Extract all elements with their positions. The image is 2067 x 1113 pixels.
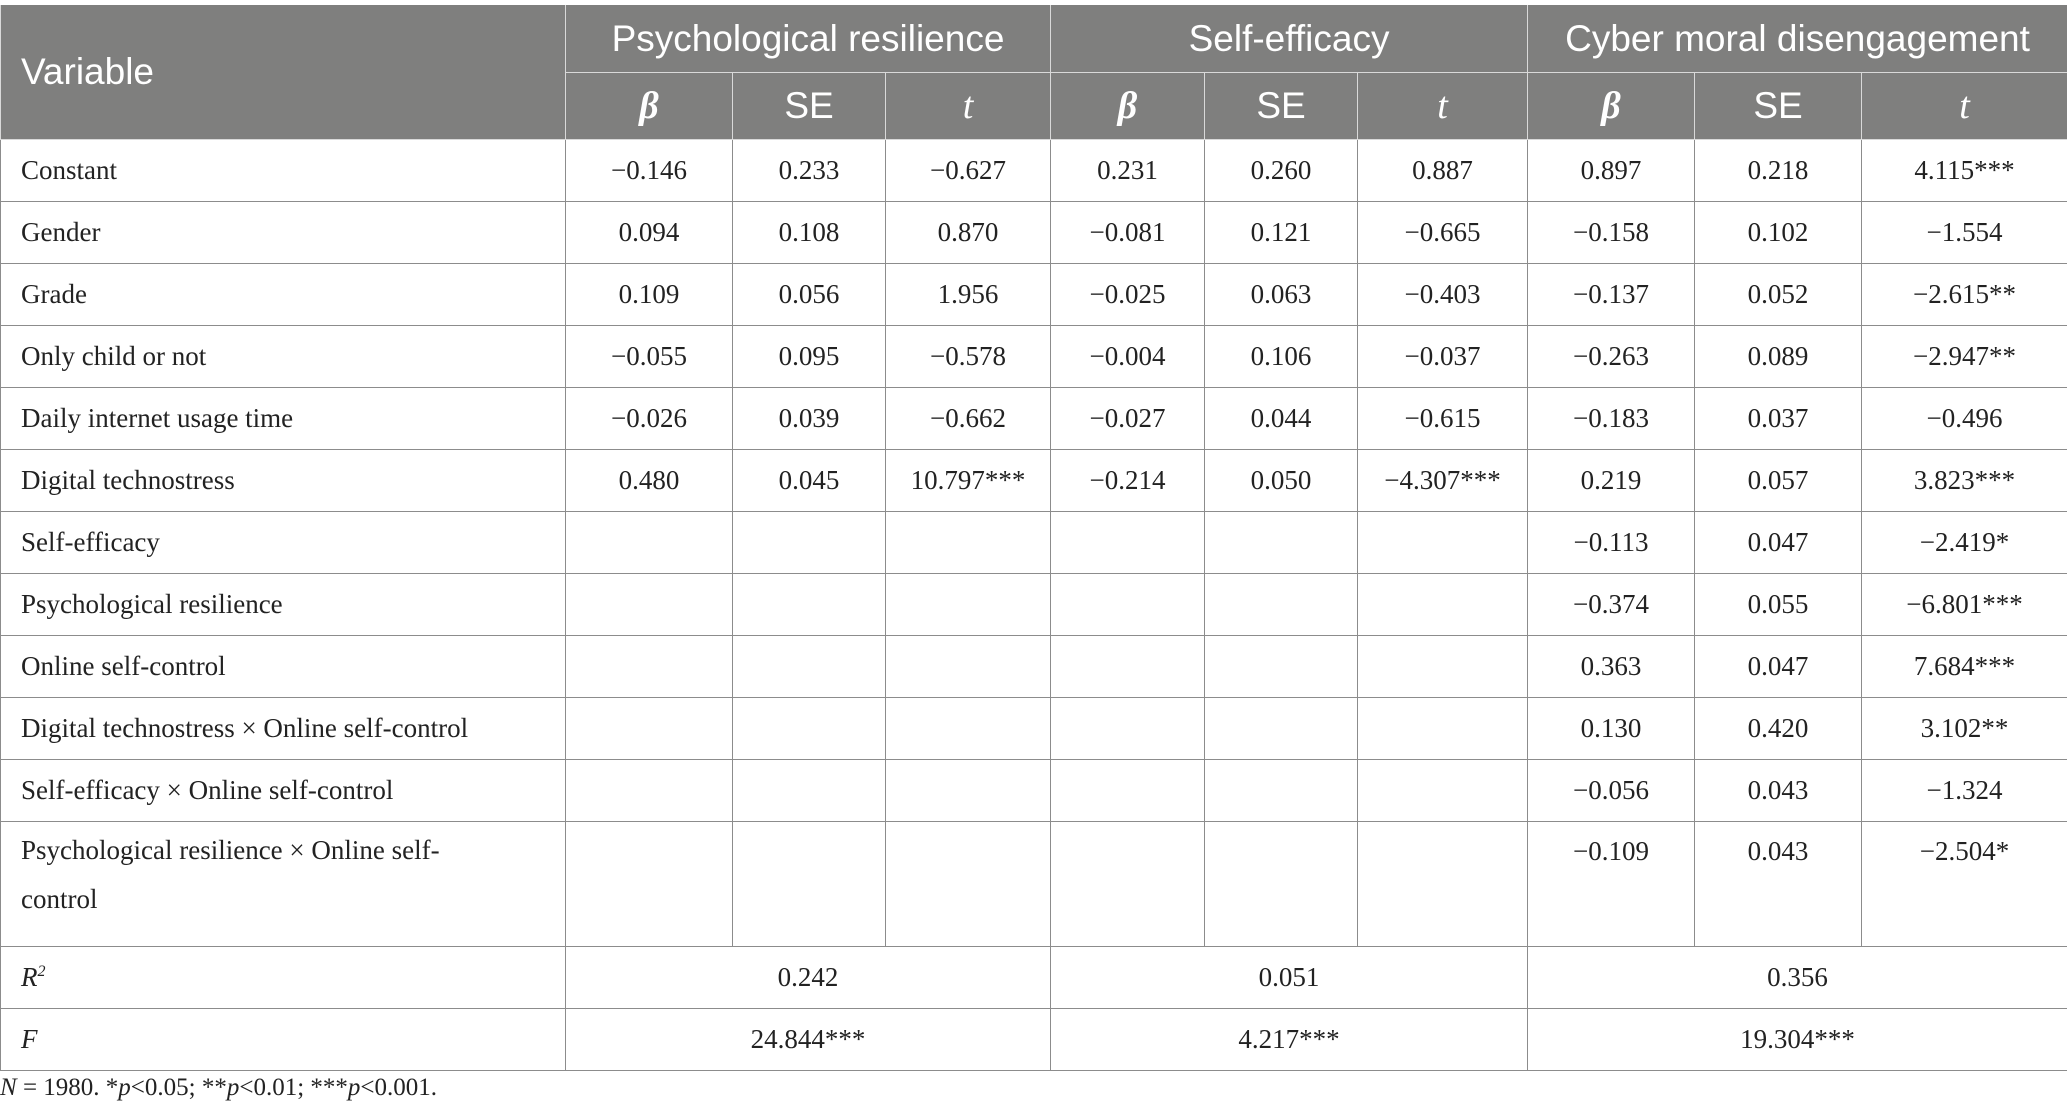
table-cell: −0.109 <box>1528 822 1695 947</box>
table-cell: 0.057 <box>1695 450 1862 512</box>
table-cell <box>1051 512 1205 574</box>
table-cell <box>733 574 886 636</box>
table-row <box>1 636 2067 698</box>
table-cell: 0.095 <box>733 326 886 388</box>
r-squared-psychological-resilience: 0.242 <box>566 947 1051 1009</box>
table-cell: 0.420 <box>1695 698 1862 760</box>
table-cell: −2.419* <box>1862 512 2067 574</box>
table-cell <box>566 574 733 636</box>
p-symbol: p <box>347 1074 361 1101</box>
row-label: Digital technostress <box>1 450 566 512</box>
table-cell <box>1051 636 1205 698</box>
table-cell <box>1051 574 1205 636</box>
table-cell <box>566 760 733 822</box>
footnote-text: = 1980. * <box>16 1074 119 1101</box>
table-cell: 0.363 <box>1528 636 1695 698</box>
row-label: Self-efficacy <box>1 512 566 574</box>
beta-header: β <box>1528 73 1695 140</box>
table-cell <box>1051 698 1205 760</box>
table-row <box>1 140 2067 202</box>
table-cell: 0.102 <box>1695 202 1862 264</box>
r-squared-self-efficacy: 0.051 <box>1051 947 1528 1009</box>
table-cell: 0.047 <box>1695 636 1862 698</box>
table-cell: −0.026 <box>566 388 733 450</box>
table-cell <box>733 636 886 698</box>
table-cell <box>1358 698 1528 760</box>
table-cell: −0.055 <box>566 326 733 388</box>
f-statistic-row <box>1 1009 2067 1071</box>
se-header: SE <box>733 73 886 140</box>
footnote-text: <0.05; ** <box>130 1074 227 1101</box>
f-statistic-cyber-moral-disengagement: 19.304*** <box>1528 1009 2067 1071</box>
table-cell: 10.797*** <box>886 450 1051 512</box>
table-footnote <box>0 1074 437 1102</box>
table-cell: −4.307*** <box>1358 450 1528 512</box>
table-cell: 0.056 <box>733 264 886 326</box>
p-symbol: p <box>118 1074 131 1101</box>
table-cell: −0.056 <box>1528 760 1695 822</box>
table-row <box>1 760 2067 822</box>
table-cell: −0.374 <box>1528 574 1695 636</box>
table-cell: 0.231 <box>1051 140 1205 202</box>
table-cell: 0.130 <box>1528 698 1695 760</box>
table-cell <box>566 512 733 574</box>
table-body <box>1 140 2067 1071</box>
table-cell <box>1205 760 1358 822</box>
row-label: Digital technostress × Online self-control <box>1 698 566 760</box>
table-cell: −0.025 <box>1051 264 1205 326</box>
table-cell <box>1205 636 1358 698</box>
r-squared-cyber-moral-disengagement: 0.356 <box>1528 947 2067 1009</box>
table-cell: −0.027 <box>1051 388 1205 450</box>
row-label: Daily internet usage time <box>1 388 566 450</box>
t-header: t <box>1862 73 2067 140</box>
table-cell: −0.146 <box>566 140 733 202</box>
table-cell: −0.081 <box>1051 202 1205 264</box>
table-cell <box>733 512 886 574</box>
row-label: Gender <box>1 202 566 264</box>
p-symbol: p <box>226 1074 240 1101</box>
table-cell <box>886 822 1051 947</box>
table-cell <box>1358 760 1528 822</box>
n-symbol: N <box>0 1074 17 1101</box>
table-cell: 0.094 <box>566 202 733 264</box>
table-cell: −0.183 <box>1528 388 1695 450</box>
table-cell: 0.063 <box>1205 264 1358 326</box>
table-cell: 0.897 <box>1528 140 1695 202</box>
table-cell: −0.615 <box>1358 388 1528 450</box>
table-cell: 0.109 <box>566 264 733 326</box>
table-cell: −1.554 <box>1862 202 2067 264</box>
table-cell <box>566 822 733 947</box>
table-cell: 3.102** <box>1862 698 2067 760</box>
group-header-cyber-moral-disengagement: Cyber moral disengagement <box>1528 5 2067 73</box>
r-squared-symbol: R <box>21 962 38 992</box>
table-cell: −2.615** <box>1862 264 2067 326</box>
r-squared-row <box>1 947 2067 1009</box>
table-cell <box>1358 822 1528 947</box>
table-cell: −0.137 <box>1528 264 1695 326</box>
table-cell <box>1205 698 1358 760</box>
table-row <box>1 574 2067 636</box>
table-cell <box>1205 822 1358 947</box>
table-cell <box>1205 512 1358 574</box>
table-row <box>1 822 2067 947</box>
table-cell <box>566 698 733 760</box>
table-cell <box>733 760 886 822</box>
table-cell <box>886 636 1051 698</box>
table-row <box>1 264 2067 326</box>
header-row-groups <box>1 5 2067 73</box>
table-cell: 0.260 <box>1205 140 1358 202</box>
table-cell: −0.496 <box>1862 388 2067 450</box>
row-label: Psychological resilience × Online self-control <box>1 822 566 947</box>
table-cell: −2.504* <box>1862 822 2067 947</box>
table-cell: 0.044 <box>1205 388 1358 450</box>
regression-table <box>0 5 2067 1071</box>
table-cell: 3.823*** <box>1862 450 2067 512</box>
table-cell: 0.480 <box>566 450 733 512</box>
table-cell: 1.956 <box>886 264 1051 326</box>
table-cell: −0.627 <box>886 140 1051 202</box>
table-cell <box>566 636 733 698</box>
table-cell: 0.055 <box>1695 574 1862 636</box>
beta-header: β <box>566 73 733 140</box>
row-label: Online self-control <box>1 636 566 698</box>
footnote-text: <0.01; *** <box>239 1074 348 1101</box>
table-cell: 0.047 <box>1695 512 1862 574</box>
table-cell <box>1358 636 1528 698</box>
table-cell: −1.324 <box>1862 760 2067 822</box>
table-cell: −0.113 <box>1528 512 1695 574</box>
table-cell: −0.214 <box>1051 450 1205 512</box>
table-cell: −0.004 <box>1051 326 1205 388</box>
f-statistic-label: F <box>1 1009 566 1071</box>
table-cell: 0.106 <box>1205 326 1358 388</box>
se-header: SE <box>1205 73 1358 140</box>
table-cell <box>886 512 1051 574</box>
table-cell <box>1205 574 1358 636</box>
table-cell: 0.045 <box>733 450 886 512</box>
table-cell: 7.684*** <box>1862 636 2067 698</box>
row-label: Psychological resilience <box>1 574 566 636</box>
table-row <box>1 512 2067 574</box>
table-row <box>1 202 2067 264</box>
table-cell: 0.039 <box>733 388 886 450</box>
t-header: t <box>1358 73 1528 140</box>
table-cell: 0.870 <box>886 202 1051 264</box>
table-cell: 0.089 <box>1695 326 1862 388</box>
r-squared-superscript: 2 <box>37 963 46 980</box>
table-cell: 0.887 <box>1358 140 1528 202</box>
f-statistic-psychological-resilience: 24.844*** <box>566 1009 1051 1071</box>
table-cell: −0.158 <box>1528 202 1695 264</box>
table-cell <box>733 822 886 947</box>
table-cell: 0.108 <box>733 202 886 264</box>
table-cell: 0.037 <box>1695 388 1862 450</box>
table-cell: −0.578 <box>886 326 1051 388</box>
table-cell: −0.037 <box>1358 326 1528 388</box>
row-label: Grade <box>1 264 566 326</box>
table-cell: 4.115*** <box>1862 140 2067 202</box>
table-cell <box>886 760 1051 822</box>
table-cell: −2.947** <box>1862 326 2067 388</box>
table-cell: −0.263 <box>1528 326 1695 388</box>
footnote-text: <0.001. <box>360 1074 437 1101</box>
row-label: Only child or not <box>1 326 566 388</box>
table-cell: −0.662 <box>886 388 1051 450</box>
table-cell <box>886 698 1051 760</box>
table-cell: 0.218 <box>1695 140 1862 202</box>
table-row <box>1 450 2067 512</box>
table-row <box>1 326 2067 388</box>
table-cell: 0.052 <box>1695 264 1862 326</box>
table-cell <box>733 698 886 760</box>
table-cell <box>1051 822 1205 947</box>
row-label: Self-efficacy × Online self-control <box>1 760 566 822</box>
group-header-self-efficacy: Self-efficacy <box>1051 5 1528 73</box>
table-cell <box>1358 574 1528 636</box>
table-cell: 0.121 <box>1205 202 1358 264</box>
table-cell: 0.043 <box>1695 822 1862 947</box>
table-cell: −6.801*** <box>1862 574 2067 636</box>
variable-header: Variable <box>1 5 566 140</box>
r-squared-label <box>1 947 566 1009</box>
t-header: t <box>886 73 1051 140</box>
se-header: SE <box>1695 73 1862 140</box>
table-cell <box>1358 512 1528 574</box>
table-cell: 0.050 <box>1205 450 1358 512</box>
row-label: Constant <box>1 140 566 202</box>
table-row <box>1 388 2067 450</box>
table-cell: 0.219 <box>1528 450 1695 512</box>
table-cell <box>1051 760 1205 822</box>
group-header-psychological-resilience: Psychological resilience <box>566 5 1051 73</box>
table-cell <box>886 574 1051 636</box>
table-cell: −0.403 <box>1358 264 1528 326</box>
table-cell: 0.043 <box>1695 760 1862 822</box>
beta-header: β <box>1051 73 1205 140</box>
table-cell: −0.665 <box>1358 202 1528 264</box>
table-cell: 0.233 <box>733 140 886 202</box>
f-statistic-self-efficacy: 4.217*** <box>1051 1009 1528 1071</box>
table-row <box>1 698 2067 760</box>
